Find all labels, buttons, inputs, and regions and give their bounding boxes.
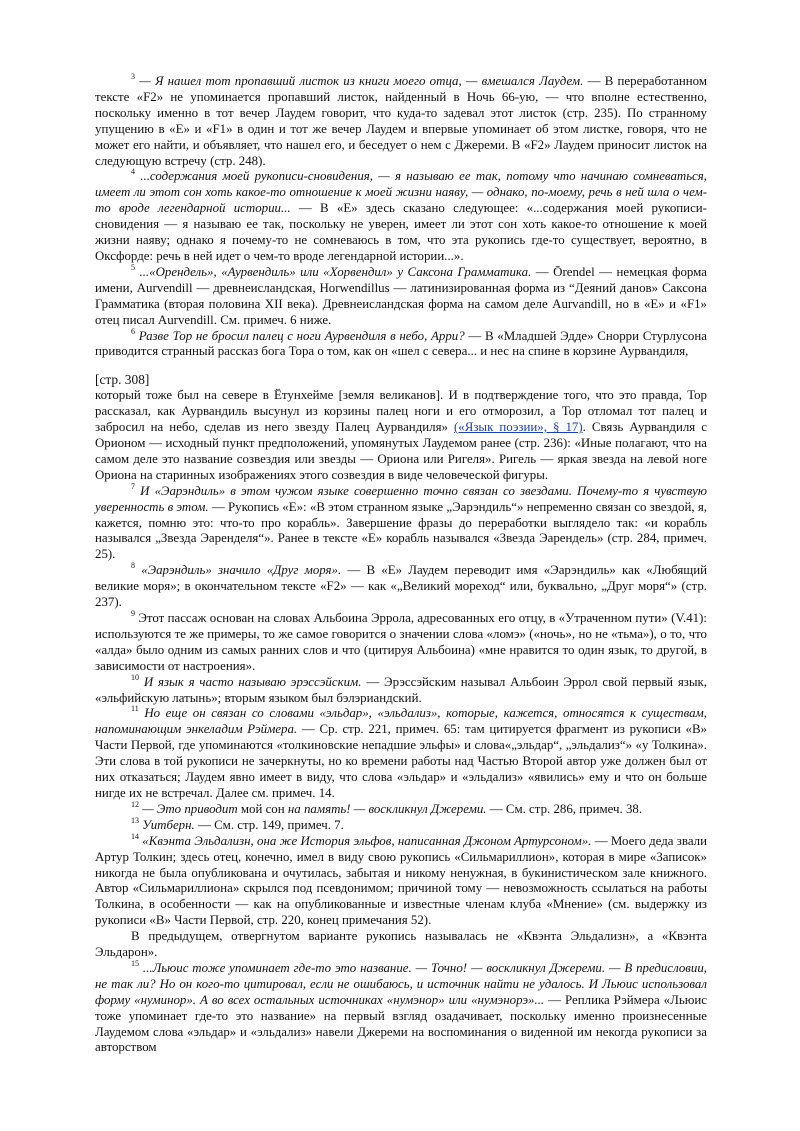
footnote-6-continuation: [95, 388, 707, 483]
footnote-3: [95, 74, 707, 169]
footnote-text: Этот пассаж основан на словах Альбоина Эррола, адресованных его отцу, в «Утраченном пути» (V.41): используются те же примеры, то же самое говорится о значении слова «ломэ» («ночь», но не «тьма»), о то, что «алда» было одним из самых ранних слов и что (цитируя Альбоина) «мне нравится то один язык, то другой, в зависимости от настроения».: [95, 611, 707, 673]
footnote-quote: ...«Орендель», «Аурвендиль» или «Хорвендил» у Саксона Грамматика.: [135, 264, 532, 279]
footnote-7: [95, 481, 708, 564]
footnote-number: 6: [131, 326, 135, 336]
footnote-11: [95, 706, 707, 801]
footnote-5: [95, 262, 707, 329]
footnote-quote: — Это приводит: [139, 801, 238, 816]
footnote-quote: Но еще он связан со словами «эльдар», «эльдализ», которые, кажется, относятся к существам, напоминающим энкеладим Рэймера.: [95, 706, 707, 737]
footnote-number: 7: [131, 481, 135, 491]
footnote-number: 14: [131, 831, 139, 841]
footnote-8: [95, 563, 707, 611]
footnote-quote: И язык я часто называю эрэссэйским.: [139, 674, 362, 689]
footnote-text: — В «E» здесь сказано следующее: «...содержания моей рукописи-сновидения — я называю ее так, поскольку не уверен, имеет ли этот сон хоть какое-то отношение к моей жизни наяву; однако я почему-то не сомневаюсь в том, что эта рукопись где-то существует, вероятно, в Оксфорде: речь в ней идет о чем-то вроде легендарной истории...».: [95, 201, 707, 263]
footnote-quote: ...Льюис тоже упоминает где-то это название. — Точно! — воскликнул Джереми. — В предисловии, не так ли? Но он кого-то цитировал, если не ошибаюсь, и источник найти не удалось. И Льюис использовал форму «нуминор». А во всех остальных источниках «нумэнор» или «нумэнорэ»...: [95, 960, 707, 1007]
footnote-number: 8: [131, 561, 135, 571]
footnote-quote: Разве Тор не бросил палец с ноги Аурвендиля в небо, Арри?: [135, 328, 465, 343]
footnote-13: [95, 815, 707, 834]
footnote-quote: Уитберн.: [139, 817, 195, 832]
footnote-text: — В «E» Лаудем переводит имя «Эарэндиль» как «Любящий великие моря»; в окончательном тексте «F2» — как «„Великий мореход“ или, буквально, „Друг моря“» (стр. 237).: [95, 563, 707, 610]
footnote-text: — См. стр. 149, примеч. 7.: [194, 817, 344, 832]
footnote-text: — Эрэссэйским называл Альбоин Эррол свой первый язык, «эльфийскую латынь»; вторым языком был бэлэриандский.: [95, 674, 707, 705]
footnote-text: мой сон: [237, 801, 288, 816]
footnote-12: [95, 799, 707, 818]
footnote-text: — В переработанном тексте «F2» не упоминается пропавший листок, найденный в Ночь 66-ую, — что вполне естественно, поскольку именно в тот вечер Лаудем говорит, что куда-то задевал этот листок (стр. 235). По странному упущению в «E» и «F1» в один и тот же вечер Лаудем и впервые упоминает об этом листке, говоря, что не может его найти, и объявляет, что нашел его, и беседует о нем с Джереми. В «F2» Лаудем приносит листок на следующую встречу (стр. 248).: [95, 74, 707, 168]
footnote-number: 12: [131, 799, 139, 809]
page-marker: [стр. 308]: [95, 372, 150, 388]
footnote-quote: И «Эарэндиль» в этом чужом языке совершенно точно связан со звездами. Почему-то я чувствую уверенность в этом.: [95, 483, 707, 514]
footnote-number: 9: [131, 609, 135, 618]
footnote-number: 15: [131, 958, 139, 968]
footnote-9: [95, 611, 707, 675]
footnote-text: — Рукопись «E»: «В этом странном языке „Эарэндиль“» непременно связан со звездой, я, кажется, помню это: что-то про корабль». Завершение фразы до переработки выглядело так: «и корабль назывался „Звезда Эаренделя“». Ранее в тексте «E» корабль назывался «Звезда Эарендель» (стр. 284, примеч. 25).: [95, 499, 708, 562]
footnote-6: [95, 326, 707, 361]
footnote-10: [95, 672, 707, 707]
footnote-quote: — Я нашел тот пропавший листок из книги моего отца, — вмешался Лаудем.: [135, 74, 584, 88]
footnote-quote: ...содержания моей рукописи-сновидения, — я называю ее так, потому что начинаю сомневаться, имеет ли этот сон хоть какое-то отношение к моей жизни наяву, — однако, по-моему, речь в ней шла о чем-то вроде легендарной истории...: [95, 169, 707, 216]
footnote-text: — Ōrendel — немецкая форма имени, Aurvendill — древнеисландская, Horwendillus — латинизированная форма из “Деяний данов» Саксона Грамматика (вторая половина XII века). Древнеисландская форма на самом деле Aurvandill, но в «E» и «F1» отец писал Aurvendill. См. примеч. 6 ниже.: [95, 264, 707, 327]
footnote-number: 5: [131, 262, 135, 272]
footnote-text: — Ср. стр. 221, примеч. 65: там цитируется фрагмент из рукописи «B» Части Первой, где упоминаются «толкиновские непадшие эльфы» и слова«„эльдар“, „эльдализ“» «у Толкина». Эти слова в той рукописи не зачеркнуты, но ко времени работы над Частью Второй автор уже должен был от них отказаться; Лаудем явно имеет в виду, что слова «эльдар» и «эльдализ» «явились» ему и что он больше нигде их не встречал. Далее см. примеч. 14.: [95, 722, 707, 800]
footnote-number: 4: [131, 167, 135, 177]
footnote-number: 10: [131, 672, 139, 682]
footnote-text: — Реплика Рэймера «Льюис тоже упоминает где-то это название» на первый взгляд озадачивает, поскольку именно произнесенные Лаудемом слова «эльдар» и «эльдализ» навели Джереми на воспоминания о виденной им некогда рукописи за авторством: [95, 992, 707, 1055]
footnote-number: 3: [131, 72, 135, 81]
footnote-quote: на память! — воскликнул Джереми.: [287, 801, 487, 816]
document-page: [95, 74, 707, 1056]
footnote-text: — Моего деда звали Артур Толкин; здесь отец, конечно, имел в виду свою рукопись «Сильмариллион», которая в мире «Записок» никогда не была опубликована и очутилась, забытая и никому ненужная, в букинистическом зале книжного. Автор «Сильмариллиона» скрылся под псевдонимом; причиной тому — невозможность ссылаться на работы Толкина, в особенности — как на опубликованные и известные членам клуба «Мнение» (см. выдержку из рукописи «B» Части Первой, стр. 220, конец примечания 52).: [95, 833, 707, 928]
footnote-text: который тоже был на севере в Ётунхейме [земля великанов]. И в подтверждение того, что это правда, Тор рассказал, как Аурвандиль высунул из корзины палец ноги и его отморозил, а Тор отломал тот палец и забросил на небо, сделав из него звезду Палец Аурвандиля»: [95, 388, 707, 435]
footnote-text: — В «Младшей Эдде» Снорри Стурлусона приводится странный рассказ бога Тора о том, как он «шел с севера... и нес на спине в корзине Аурвандиля,: [95, 328, 707, 359]
footnote-number: 11: [131, 704, 139, 714]
reference-link[interactable]: («Язык поэзии», § 17): [453, 420, 583, 435]
footnote-quote: «Эарэндиль» значило «Друг моря».: [135, 563, 342, 578]
footnote-quote: «Квэнта Эльдализн, она же История эльфов, написанная Джоном Артурсоном».: [139, 833, 592, 848]
footnote-4: [95, 169, 707, 264]
footnote-text: . Связь Аурвандиля с Орионом — исходный пункт предположений, упомянутых Лаудемом ранее (стр. 236): «Иные полагают, что на самом деле это название созвездия или звезды — Ориона или Ригеля». Ригель — яркая звезда на левой ноге Ориона на старинных изображениях этого созвездия в виде человеческой фигуры.: [95, 420, 707, 482]
footnote-15: [95, 958, 707, 1056]
footnote-14-extra: В предыдущем, отвергнутом варианте рукопись называлась не «Квэнта Эльдализн», а «Квэнта Эльдарон».: [95, 929, 707, 960]
footnote-number: 13: [131, 815, 139, 825]
footnote-14: [95, 831, 707, 929]
footnote-text: — См. стр. 286, примеч. 38.: [486, 801, 643, 816]
